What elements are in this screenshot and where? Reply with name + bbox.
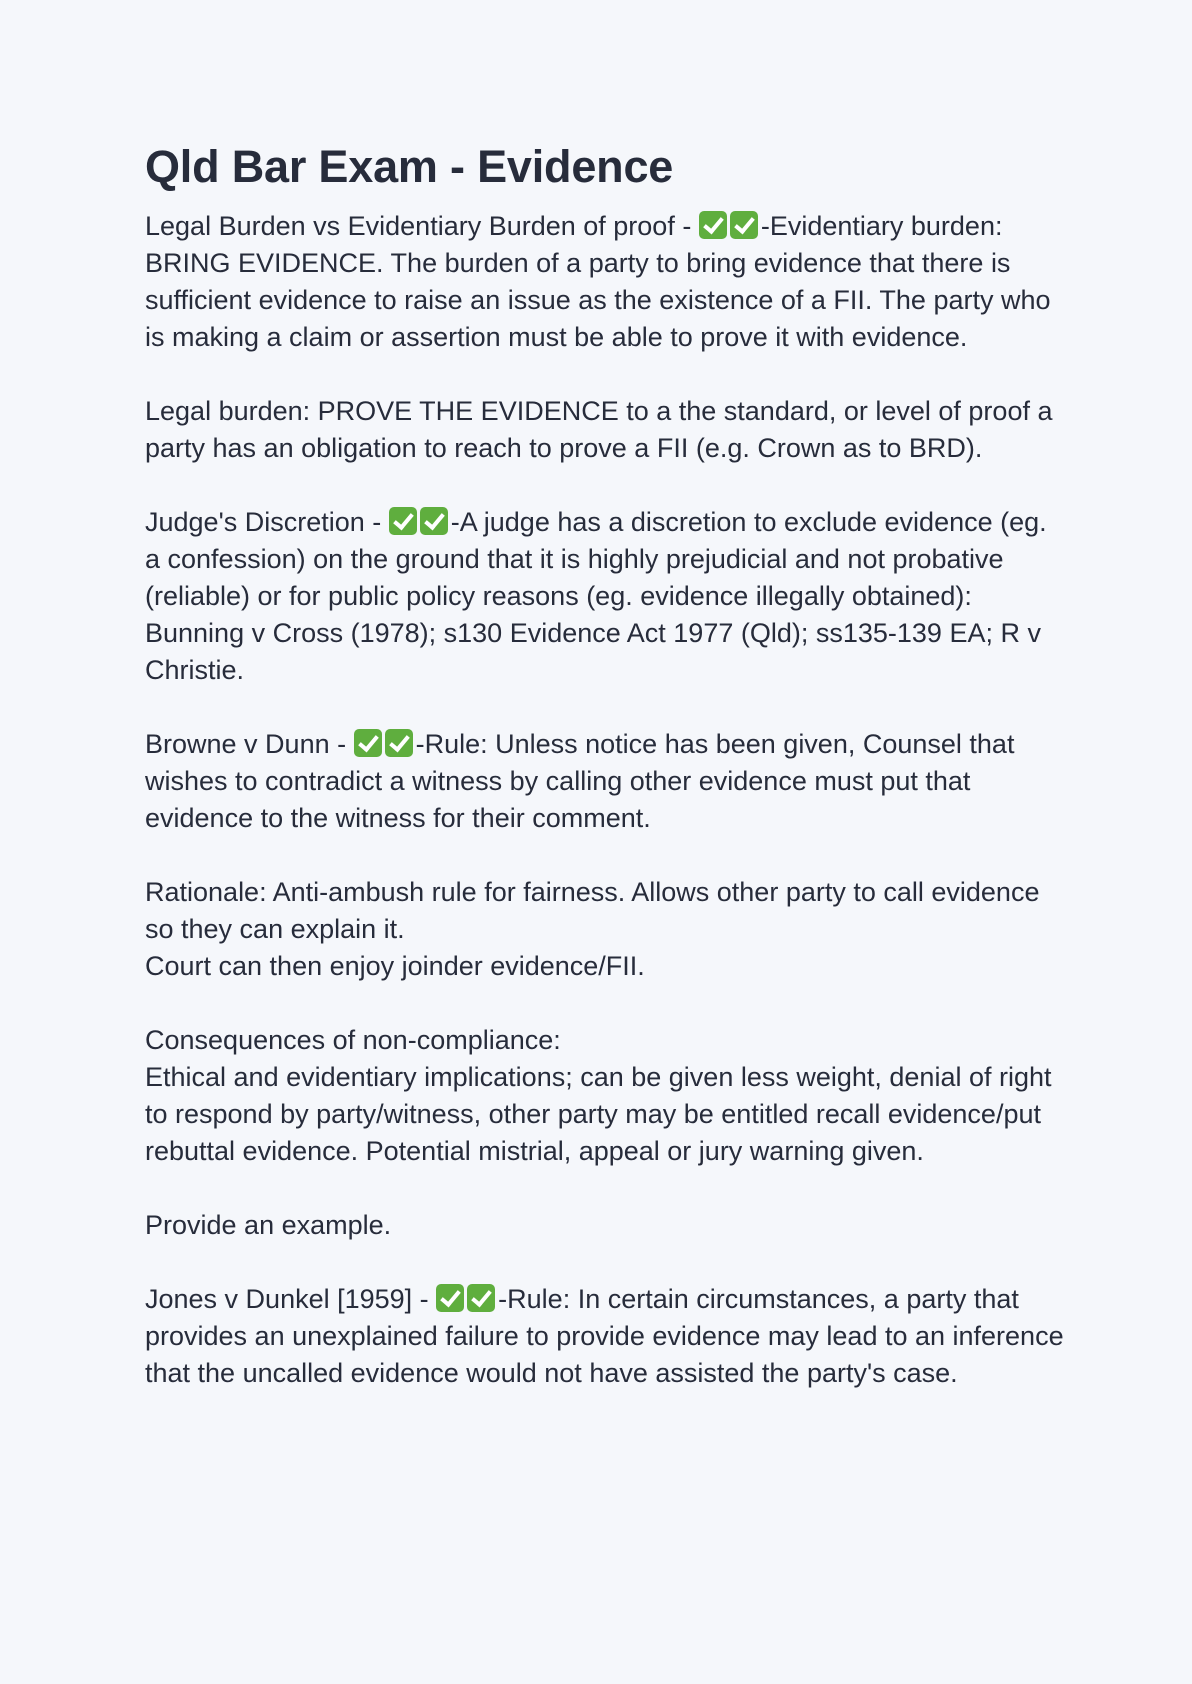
paragraph-lead: Jones v Dunkel [1959] - <box>145 1284 437 1314</box>
paragraph-lead: Legal Burden vs Evidentiary Burden of proof - <box>145 211 699 241</box>
paragraph-judges-discretion <box>145 504 1065 689</box>
paragraph-lead: Judge's Discretion - <box>145 507 389 537</box>
paragraph-body: -Rule: In certain circumstances, a party that provides an unexplained failure to provide evidence may lead to an inference that the uncalled evidence would not have assisted the party's case. <box>145 1284 1064 1388</box>
paragraph-lead: Browne v Dunn - <box>145 729 354 759</box>
document-title: Qld Bar Exam - Evidence <box>145 141 674 192</box>
check-mark-icon <box>699 211 727 239</box>
paragraph-legal-burden: Legal burden: PROVE THE EVIDENCE to a the standard, or level of proof a party has an obligation to reach to prove a FII (e.g. Crown as to BRD). <box>145 396 1053 463</box>
check-marks <box>354 729 416 759</box>
paragraph-body: -A judge has a discretion to exclude evidence (eg. a confession) on the ground that it is highly prejudicial and not probative (reliable) or for public policy reasons (eg. evidence illegally obtained): Bunning v Cross (1978); s130 Evidence Act 1977 (Qld); ss135-139 EA; R v Christie. <box>145 507 1047 685</box>
paragraph-provide-example: Provide an example. <box>145 1210 392 1240</box>
paragraph-browne-v-dunn <box>145 726 1065 837</box>
check-mark-icon <box>389 507 417 535</box>
paragraph-rationale: Rationale: Anti-ambush rule for fairness. Allows other party to call evidence so they can explain it. Court can then enjoy joinder evidence/FII. <box>145 877 1040 981</box>
paragraph-jones-v-dunkel <box>145 1281 1065 1392</box>
check-mark-icon <box>385 729 413 757</box>
check-marks <box>436 1284 498 1314</box>
check-mark-icon <box>354 729 382 757</box>
check-mark-icon <box>467 1284 495 1312</box>
check-mark-icon <box>730 211 758 239</box>
paragraph-body: -Rule: Unless notice has been given, Counsel that wishes to contradict a witness by calling other evidence must put that evidence to the witness for their comment. <box>145 729 1015 833</box>
paragraph-burden-of-proof <box>145 208 1065 356</box>
document-page <box>145 140 1065 1392</box>
check-marks <box>389 507 451 537</box>
paragraph-consequences: Consequences of non-compliance: Ethical and evidentiary implications; can be given less weight, denial of right to respond by party/witness, other party may be entitled recall evidence/put rebuttal evidence. Potential mistrial, appeal or jury warning given. <box>145 1025 1052 1166</box>
check-marks <box>699 211 761 241</box>
check-mark-icon <box>420 507 448 535</box>
paragraph-body: -Evidentiary burden: BRING EVIDENCE. The burden of a party to bring evidence that there is sufficient evidence to raise an issue as the existence of a FII. The party who is making a claim or assertion must be able to prove it with evidence. <box>145 211 1051 352</box>
check-mark-icon <box>436 1284 464 1312</box>
